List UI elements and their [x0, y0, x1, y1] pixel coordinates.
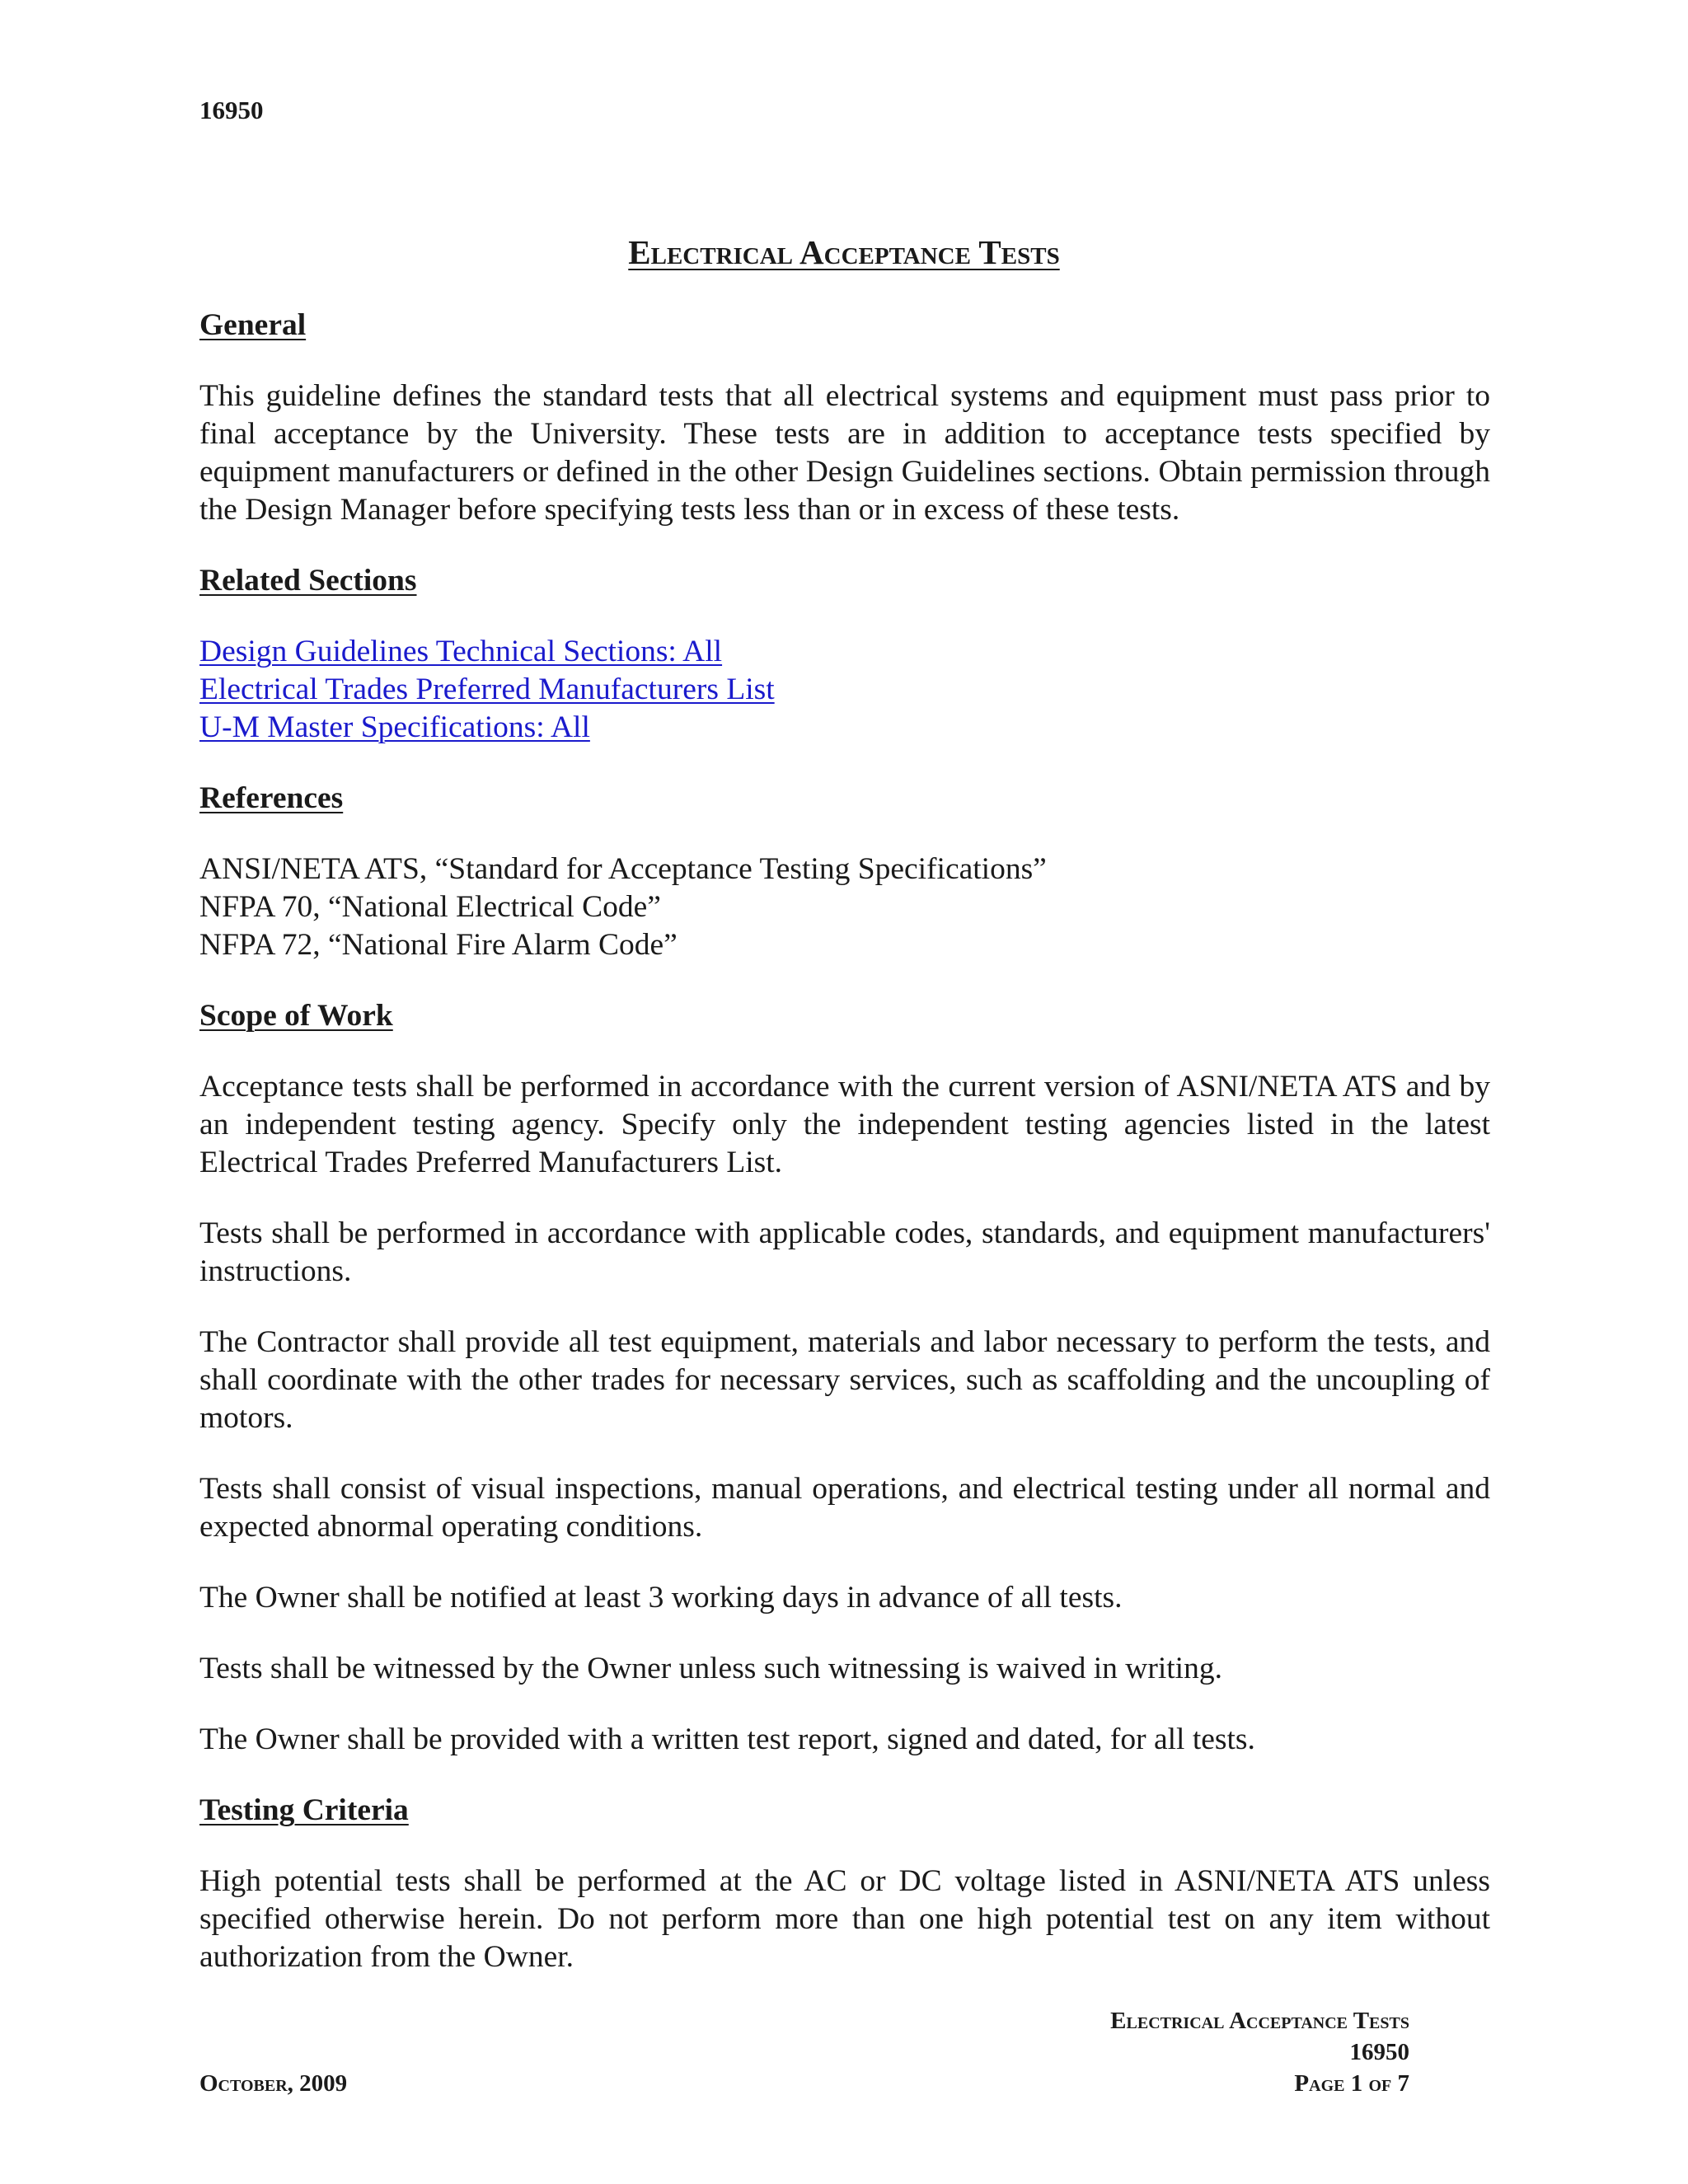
scope-paragraph: The Owner shall be provided with a written test report, signed and dated, for all tests.: [199, 1722, 1255, 1756]
document-title: [0, 233, 1688, 271]
link-preferred-manufacturers[interactable]: Electrical Trades Preferred Manufacturers List: [199, 673, 775, 706]
heading-related-sections: Related Sections: [199, 564, 417, 598]
footer-page-number: Page 1 of 7: [1294, 2070, 1409, 2097]
footer-title: Electrical Acceptance Tests: [1110, 2008, 1409, 2034]
heading-scope-of-work: Scope of Work: [199, 999, 393, 1033]
footer-section-number: 16950: [1349, 2039, 1409, 2065]
scope-paragraph: The Owner shall be notified at least 3 working days in advance of all tests.: [199, 1581, 1123, 1615]
footer-bottom-row: [199, 2068, 1409, 2099]
heading-general: General: [199, 308, 307, 342]
related-sections-links: [199, 633, 1490, 747]
heading-references: References: [199, 781, 344, 815]
header-section-number: 16950: [199, 96, 264, 124]
general-paragraph: This guideline defines the standard tests that all electrical systems and equipment must pass prior to final acceptance by the University. These tests are in addition to acceptance tests specified by equipment manufacturers or defined in the other Design Guidelines sections. Obtain permission through the Design Manager before specifying tests less than or in excess of these tests.: [199, 379, 1490, 527]
page-footer: [199, 2005, 1409, 2099]
reference-item: ANSI/NETA ATS, “Standard for Acceptance Testing Specifications”: [199, 852, 1047, 886]
scope-paragraph: Acceptance tests shall be performed in accordance with the current version of ASNI/NETA ATS and by an independent testing agency. Specify only the independent testing agencies listed in the latest Electrical Trades Preferred Manufacturers List.: [199, 1070, 1490, 1179]
footer-date: October, 2009: [199, 2070, 348, 2097]
reference-item: NFPA 72, “National Fire Alarm Code”: [199, 928, 678, 962]
document-body: [199, 307, 1490, 2009]
scope-paragraph: The Contractor shall provide all test equipment, materials and labor necessary to perform the tests, and shall coordinate with the other trades for necessary services, such as scaffolding and the uncoupling of motors.: [199, 1325, 1490, 1435]
references-list: [199, 851, 1490, 964]
link-design-guidelines[interactable]: Design Guidelines Technical Sections: All: [199, 635, 723, 668]
scope-paragraph: Tests shall be witnessed by the Owner unless such witnessing is waived in writing.: [199, 1652, 1222, 1685]
testing-criteria-paragraph: High potential tests shall be performed at the AC or DC voltage listed in ASNI/NETA ATS unless specified otherwise herein. Do not perform more than one high potential test on any item without authorization from the Owner.: [199, 1864, 1490, 1974]
heading-testing-criteria: Testing Criteria: [199, 1793, 409, 1827]
scope-paragraph: Tests shall be performed in accordance with applicable codes, standards, and equipment manufacturers' instructions.: [199, 1216, 1490, 1288]
scope-paragraph: Tests shall consist of visual inspections, manual operations, and electrical testing under all normal and expected abnormal operating conditions.: [199, 1472, 1490, 1544]
link-master-specifications[interactable]: U-M Master Specifications: All: [199, 710, 590, 744]
document-title-text: Electrical Acceptance Tests: [628, 233, 1060, 271]
reference-item: NFPA 70, “National Electrical Code”: [199, 890, 661, 924]
